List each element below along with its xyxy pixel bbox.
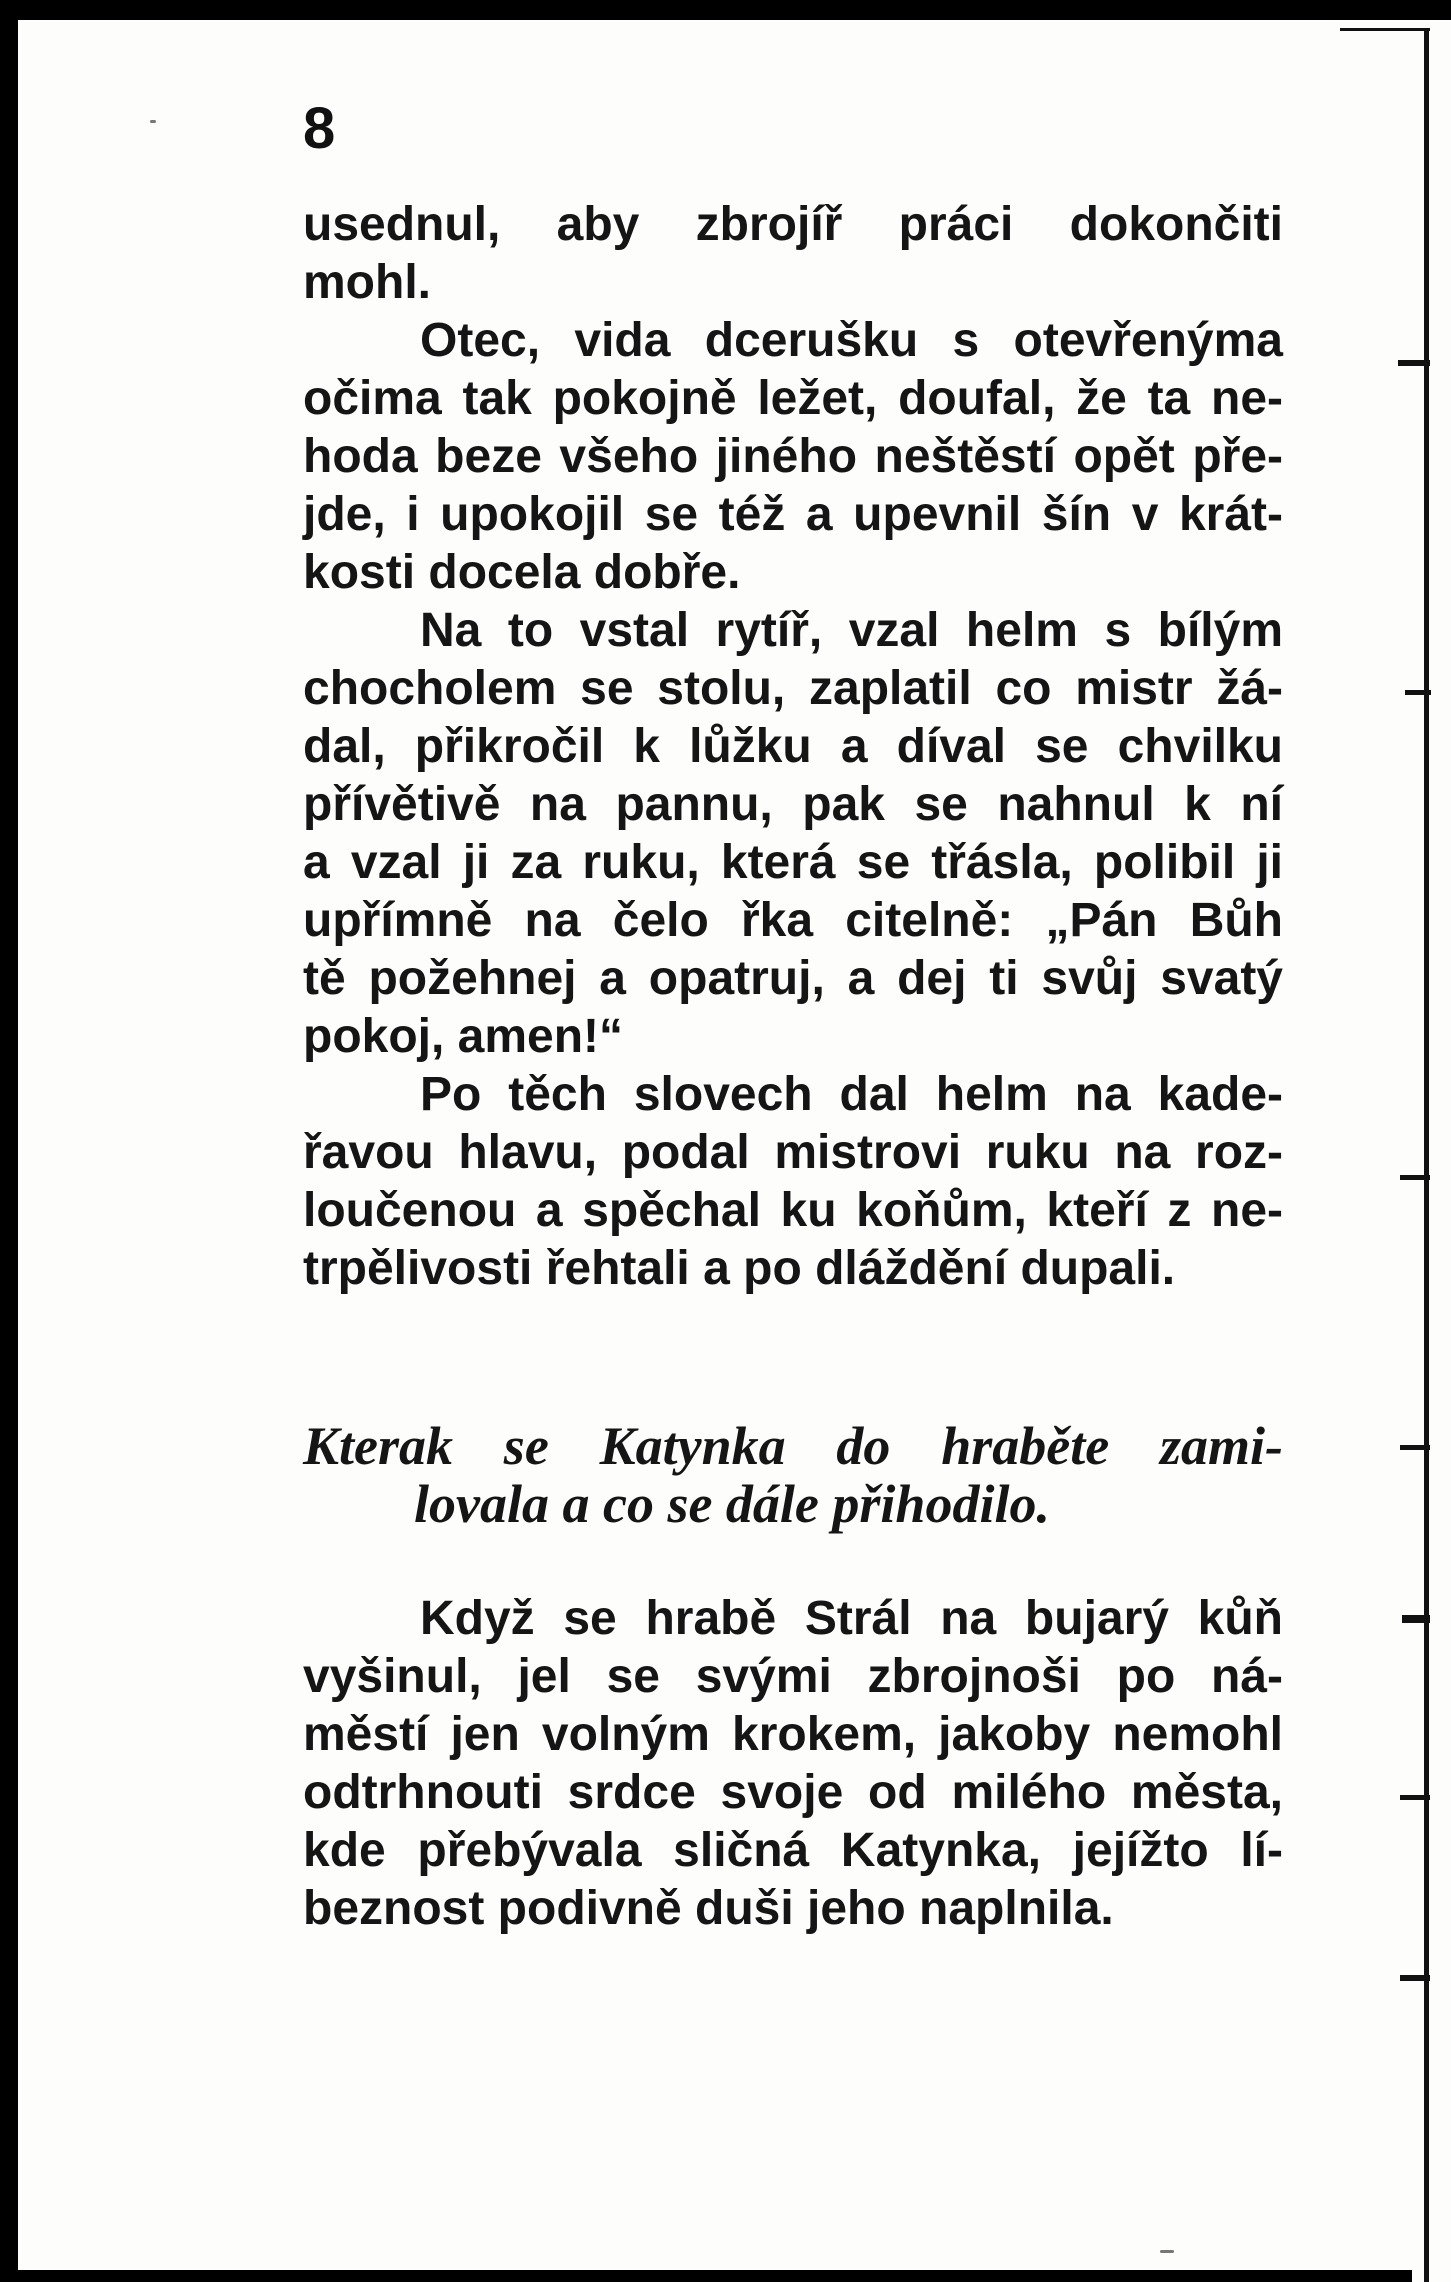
border-mark [1400,1795,1430,1800]
border-mark [1400,1975,1430,1981]
border-mark [1400,1175,1430,1180]
text-line: loučenou a spěchal ku koňům, kteří z ne- [303,1184,1283,1237]
text-line: Po těch slovech dal helm na kade- [420,1068,1283,1121]
text-line: přívětivě na pannu, pak se nahnul k ní [303,778,1283,831]
text-line: upřímně na čelo řka citelně: „Pán Bůh [303,894,1283,947]
border-mark [1402,1615,1430,1623]
text-line: kosti docela dobře. [303,546,741,599]
text-line: Když se hrabě Strál na bujarý kůň [420,1592,1283,1645]
text-line: Na to vstal rytíř, vzal helm s bílým [420,604,1283,657]
border-mark [1400,1445,1430,1450]
text-line: dal, přikročil k lůžku a díval se chvilku [303,720,1283,773]
speck [150,120,156,123]
text-line: odtrhnouti srdce svoje od milého města, [303,1766,1283,1819]
text-line: mohl. [303,256,431,309]
text-line: jde, i upokojil se též a upevnil šín v krát- [303,488,1283,541]
border-mark [1398,360,1430,366]
text-line: pokoj, amen!“ [303,1010,624,1063]
text-line: usednul, aby zbrojíř práci dokončiti [303,198,1283,251]
text-line: beznost podivně duši jeho naplnila. [303,1882,1114,1935]
text-line: hoda beze všeho jiného neštěstí opět pře- [303,430,1283,483]
text-line: trpělivosti řehtali a po dláždění dupali. [303,1242,1176,1295]
chapter-heading: Kterak se Katynka do hraběte zami- [303,1416,1283,1476]
text-line: řavou hlavu, podal mistrovi ruku na roz- [303,1126,1283,1179]
text-line: Otec, vida dcerušku s otevřenýma [420,314,1283,367]
text-line: městí jen volným krokem, jakoby nemohl [303,1708,1283,1761]
text-line: očima tak pokojně ležet, doufal, že ta ne- [303,372,1283,425]
text-line: kde přebývala sličná Katynka, jejížto lí- [303,1824,1283,1877]
border-mark [1340,28,1430,31]
border-rule [1424,30,1429,2282]
page-number: 8 [303,96,336,161]
speck [1160,2250,1174,2253]
text-line: a vzal ji za ruku, která se třásla, polibil ji [303,836,1283,889]
chapter-heading: lovala a co se dále přihodilo. [414,1474,1050,1534]
text-line: tě požehnej a opatruj, a dej ti svůj svatý [303,952,1283,1005]
text-line: vyšinul, jel se svými zbrojnoši po ná- [303,1650,1283,1703]
text-line: chocholem se stolu, zaplatil co mistr žá- [303,662,1283,715]
border-mark [1405,690,1431,695]
